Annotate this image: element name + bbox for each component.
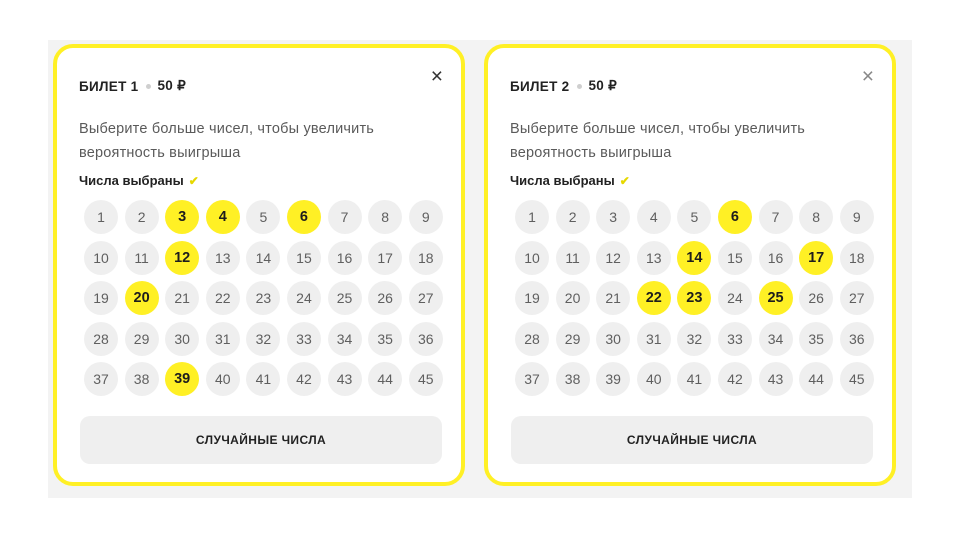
number-21[interactable]: 21: [596, 281, 630, 315]
number-6[interactable]: 6: [287, 200, 321, 234]
number-24[interactable]: 24: [718, 281, 752, 315]
number-16[interactable]: 16: [328, 241, 362, 275]
close-icon[interactable]: ×: [430, 65, 443, 88]
number-3[interactable]: 3: [596, 200, 630, 234]
ticket-title: БИЛЕТ 2: [510, 78, 570, 94]
number-27[interactable]: 27: [409, 281, 443, 315]
number-33[interactable]: 33: [287, 322, 321, 356]
number-13[interactable]: 13: [206, 241, 240, 275]
number-15[interactable]: 15: [287, 241, 321, 275]
number-31[interactable]: 31: [637, 322, 671, 356]
number-39[interactable]: 39: [596, 362, 630, 396]
number-40[interactable]: 40: [637, 362, 671, 396]
number-33[interactable]: 33: [718, 322, 752, 356]
number-39[interactable]: 39: [165, 362, 199, 396]
number-42[interactable]: 42: [718, 362, 752, 396]
number-2[interactable]: 2: [556, 200, 590, 234]
hint-text: Выберите больше чисел, чтобы увеличить вероятность выигрыша: [510, 121, 806, 161]
number-6[interactable]: 6: [718, 200, 752, 234]
number-5[interactable]: 5: [677, 200, 711, 234]
number-29[interactable]: 29: [125, 322, 159, 356]
number-38[interactable]: 38: [125, 362, 159, 396]
number-35[interactable]: 35: [368, 322, 402, 356]
number-32[interactable]: 32: [246, 322, 280, 356]
number-26[interactable]: 26: [799, 281, 833, 315]
number-34[interactable]: 34: [759, 322, 793, 356]
number-8[interactable]: 8: [799, 200, 833, 234]
number-9[interactable]: 9: [409, 200, 443, 234]
number-31[interactable]: 31: [206, 322, 240, 356]
number-17[interactable]: 17: [368, 241, 402, 275]
number-1[interactable]: 1: [84, 200, 118, 234]
number-10[interactable]: 10: [84, 241, 118, 275]
number-5[interactable]: 5: [246, 200, 280, 234]
number-22[interactable]: 22: [206, 281, 240, 315]
ticket-card-2: [484, 44, 896, 486]
number-9[interactable]: 9: [840, 200, 874, 234]
separator-dot: [146, 84, 151, 89]
number-11[interactable]: 11: [556, 241, 590, 275]
numbers-selected-status: [510, 173, 630, 188]
number-40[interactable]: 40: [206, 362, 240, 396]
number-10[interactable]: 10: [515, 241, 549, 275]
number-12[interactable]: 12: [596, 241, 630, 275]
number-19[interactable]: 19: [515, 281, 549, 315]
number-30[interactable]: 30: [165, 322, 199, 356]
number-30[interactable]: 30: [596, 322, 630, 356]
number-25[interactable]: 25: [328, 281, 362, 315]
check-icon: ✔: [188, 173, 199, 188]
number-12[interactable]: 12: [165, 241, 199, 275]
number-23[interactable]: 23: [677, 281, 711, 315]
check-icon: ✔: [619, 173, 630, 188]
number-14[interactable]: 14: [246, 241, 280, 275]
number-13[interactable]: 13: [637, 241, 671, 275]
number-grid: [515, 200, 874, 396]
number-38[interactable]: 38: [556, 362, 590, 396]
number-7[interactable]: 7: [759, 200, 793, 234]
number-43[interactable]: 43: [328, 362, 362, 396]
number-41[interactable]: 41: [246, 362, 280, 396]
status-label: Числа выбраны: [79, 173, 184, 188]
number-24[interactable]: 24: [287, 281, 321, 315]
number-grid: [84, 200, 443, 396]
number-20[interactable]: 20: [125, 281, 159, 315]
number-17[interactable]: 17: [799, 241, 833, 275]
ticket-header: [510, 78, 617, 94]
number-4[interactable]: 4: [206, 200, 240, 234]
number-11[interactable]: 11: [125, 241, 159, 275]
number-20[interactable]: 20: [556, 281, 590, 315]
number-7[interactable]: 7: [328, 200, 362, 234]
number-44[interactable]: 44: [799, 362, 833, 396]
number-36[interactable]: 36: [409, 322, 443, 356]
number-45[interactable]: 45: [409, 362, 443, 396]
number-45[interactable]: 45: [840, 362, 874, 396]
number-44[interactable]: 44: [368, 362, 402, 396]
number-1[interactable]: 1: [515, 200, 549, 234]
close-icon[interactable]: ×: [861, 65, 874, 88]
number-23[interactable]: 23: [246, 281, 280, 315]
ticket-card-1: [53, 44, 465, 486]
number-36[interactable]: 36: [840, 322, 874, 356]
number-28[interactable]: 28: [515, 322, 549, 356]
status-label: Числа выбраны: [510, 173, 615, 188]
number-35[interactable]: 35: [799, 322, 833, 356]
number-29[interactable]: 29: [556, 322, 590, 356]
ticket-title: БИЛЕТ 1: [79, 78, 139, 94]
number-22[interactable]: 22: [637, 281, 671, 315]
number-8[interactable]: 8: [368, 200, 402, 234]
number-28[interactable]: 28: [84, 322, 118, 356]
number-27[interactable]: 27: [840, 281, 874, 315]
number-37[interactable]: 37: [515, 362, 549, 396]
number-37[interactable]: 37: [84, 362, 118, 396]
number-43[interactable]: 43: [759, 362, 793, 396]
ticket-header: [79, 78, 186, 94]
number-32[interactable]: 32: [677, 322, 711, 356]
hint-text: Выберите больше чисел, чтобы увеличить вероятность выигрыша: [79, 121, 375, 161]
number-21[interactable]: 21: [165, 281, 199, 315]
number-41[interactable]: 41: [677, 362, 711, 396]
number-19[interactable]: 19: [84, 281, 118, 315]
number-15[interactable]: 15: [718, 241, 752, 275]
number-26[interactable]: 26: [368, 281, 402, 315]
separator-dot: [577, 84, 582, 89]
number-3[interactable]: 3: [165, 200, 199, 234]
number-18[interactable]: 18: [409, 241, 443, 275]
numbers-selected-status: [79, 173, 199, 188]
ticket-price: 50 ₽: [588, 78, 618, 93]
number-34[interactable]: 34: [328, 322, 362, 356]
random-numbers-button[interactable]: СЛУЧАЙНЫЕ ЧИСЛА: [511, 416, 873, 464]
number-4[interactable]: 4: [637, 200, 671, 234]
number-25[interactable]: 25: [759, 281, 793, 315]
number-2[interactable]: 2: [125, 200, 159, 234]
random-numbers-button[interactable]: СЛУЧАЙНЫЕ ЧИСЛА: [80, 416, 442, 464]
number-14[interactable]: 14: [677, 241, 711, 275]
number-16[interactable]: 16: [759, 241, 793, 275]
number-18[interactable]: 18: [840, 241, 874, 275]
number-42[interactable]: 42: [287, 362, 321, 396]
ticket-price: 50 ₽: [157, 78, 187, 93]
